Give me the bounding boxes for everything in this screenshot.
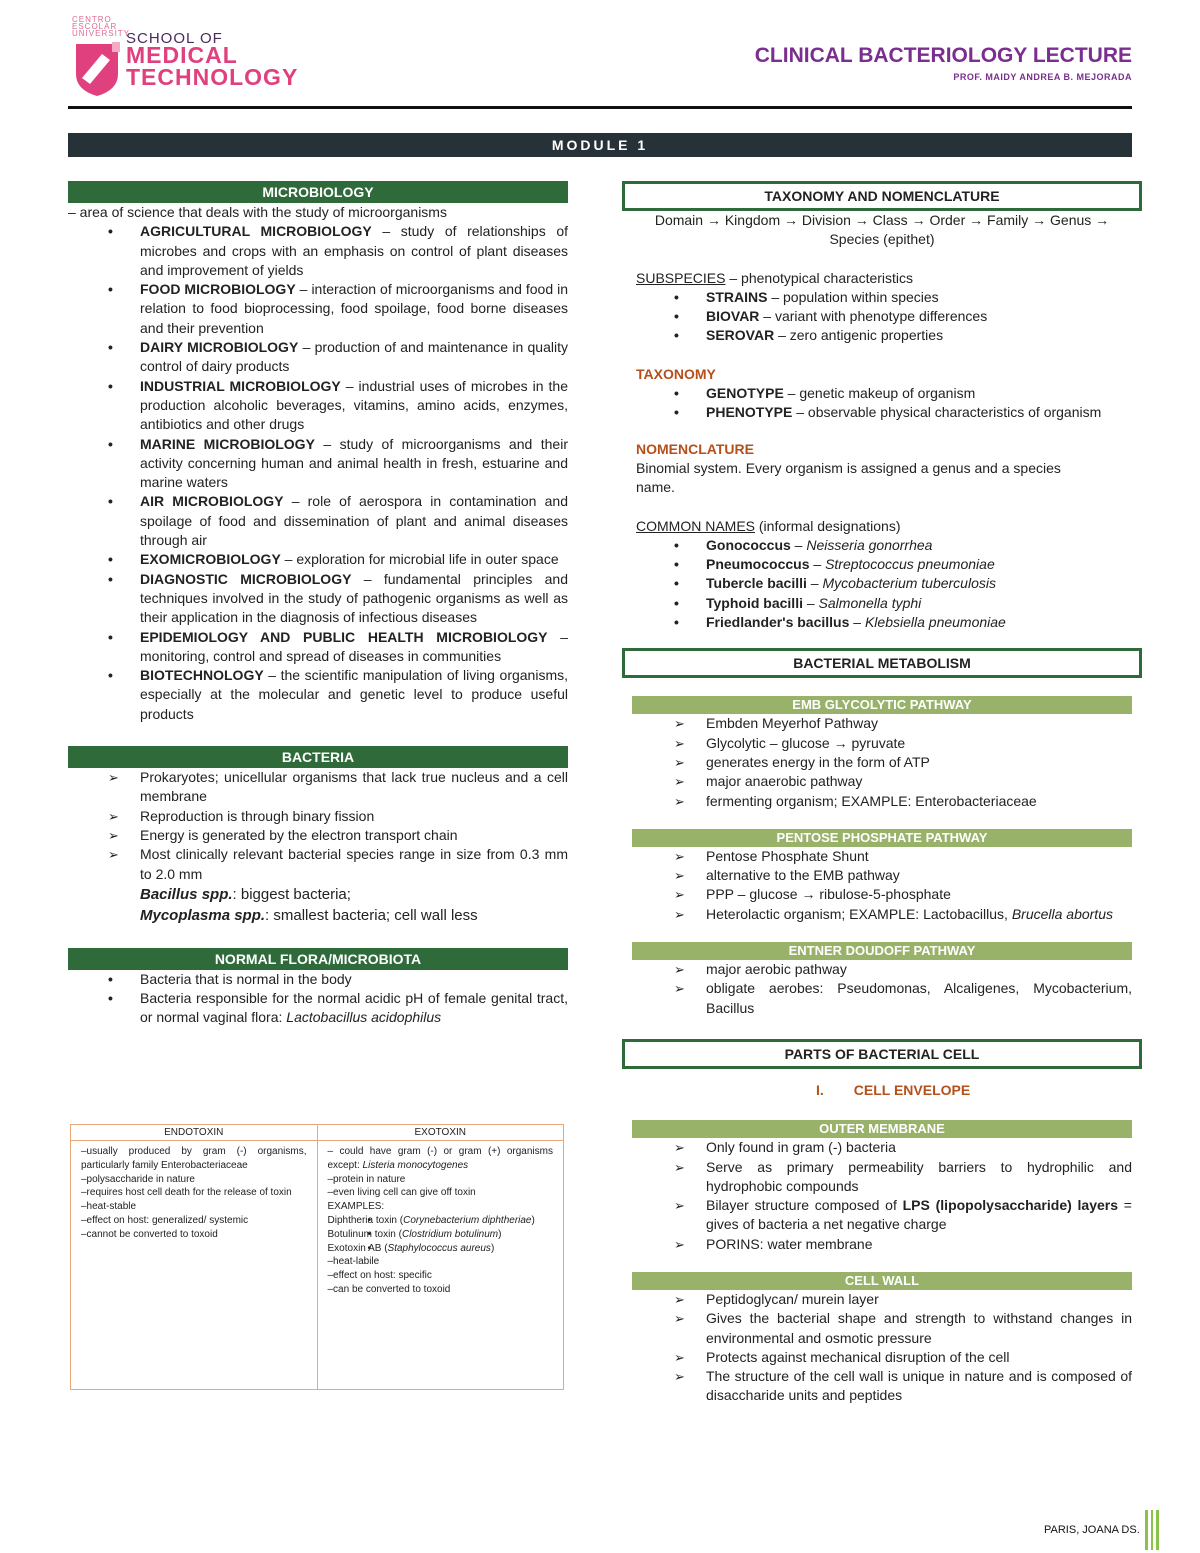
list-item: • EPIDEMIOLOGY AND PUBLIC HEALTH MICROBIOLOGY – monitoring, control and spread of diseases in communities: [68, 628, 568, 667]
cell-wall-list: [622, 1290, 1142, 1406]
list-item: • Tubercle bacilli – Mycobacterium tuberculosis: [622, 574, 1142, 593]
table-cell: –even living cell can give off toxin: [327, 1187, 476, 1199]
logo-school-text: SCHOOL OF: [126, 30, 223, 47]
microbiology-list: [68, 222, 568, 724]
table-cell: –usually produced by gram (-) organisms, particularly family Enterobacteriaceae: [81, 1146, 307, 1171]
cell-wall-heading: CELL WALL: [632, 1272, 1132, 1290]
list-item: ➢ fermenting organism; EXAMPLE: Enterobacteriaceae: [622, 792, 1142, 811]
logo-medical-text: MEDICAL: [126, 42, 238, 68]
list-item: ➢ Serve as primary permeability barriers to hydrophilic and hydrophobic compounds: [622, 1158, 1142, 1197]
table-cell: –requires host cell death for the release of toxin: [81, 1187, 292, 1199]
endotoxin-header: ENDOTOXIN: [71, 1125, 317, 1141]
list-item: • SEROVAR – zero antigenic properties: [622, 326, 1142, 345]
bacteria-list: [68, 768, 568, 884]
module-banner: MODULE 1: [68, 133, 1132, 157]
list-item: ➢ Bilayer structure composed of LPS (lipopolysaccharide) layers = gives of bacteria a net negative charge: [622, 1196, 1142, 1235]
shield-icon: [72, 40, 122, 98]
taxonomy-list: [622, 384, 1142, 423]
page-title: CLINICAL BACTERIOLOGY LECTURE: [754, 44, 1132, 67]
ed-pathway-heading: ENTNER DOUDOFF PATHWAY: [632, 942, 1132, 960]
list-item: • FOOD MICROBIOLOGY – interaction of microorganisms and food in relation to food bioprocessing, food spoilage, food borne diseases and their prevention: [68, 280, 568, 338]
list-item: ➢ PPP – glucose → ribulose-5-phosphate: [622, 885, 1142, 904]
list-item: • GENOTYPE – genetic makeup of organism: [622, 384, 1142, 403]
school-logo: [68, 14, 328, 100]
nomenclature-text: Binomial system. Every organism is assigned a genus and a species name.: [636, 459, 1061, 496]
list-item: • AIR MICROBIOLOGY – role of aerospora in contamination and spoilage of food and dissemination of plant and animal diseases through air: [68, 492, 568, 550]
list-item: ➢ Peptidoglycan/ murein layer: [622, 1290, 1142, 1309]
exotoxin-column: [317, 1125, 564, 1389]
list-item: • MARINE MICROBIOLOGY – study of microorganisms and their activity concerning human and animal health in fresh, estuarine and marine waters: [68, 435, 568, 493]
list-item: ➢ Only found in gram (-) bacteria: [622, 1138, 1142, 1157]
list-item: ➢ Heterolactic organism; EXAMPLE: Lactobacillus, Brucella abortus: [622, 905, 1142, 924]
list-item: • Bacteria responsible for the normal acidic pH of female genital tract, or normal vaginal flora: Lactobacillus acidophilus: [68, 989, 568, 1028]
list-item: ➢ major aerobic pathway: [622, 960, 1142, 979]
right-column: [622, 181, 1142, 1406]
ppp-pathway-list: [622, 847, 1142, 924]
biggest-bacteria: Bacillus spp.: biggest bacteria;: [140, 885, 351, 903]
bacterial-metabolism-heading: BACTERIAL METABOLISM: [622, 648, 1142, 678]
list-item: • EXOMICROBIOLOGY – exploration for microbial life in outer space: [68, 550, 568, 569]
list-item: • Botulinum toxin (Clostridium botulinum): [328, 1228, 554, 1242]
table-cell: EXAMPLES:: [327, 1201, 385, 1213]
list-item: ➢ Embden Meyerhof Pathway: [622, 714, 1142, 733]
list-item: ➢ The structure of the cell wall is unique in nature and is composed of disaccharide units and peptides: [622, 1367, 1142, 1406]
list-item: • INDUSTRIAL MICROBIOLOGY – industrial uses of microbes in the production alcoholic beverages, vitamins, amino acids, enzymes, antibiotics and other drugs: [68, 377, 568, 435]
list-item: ➢ Glycolytic – glucose → pyruvate: [622, 734, 1142, 753]
list-item: ➢ Pentose Phosphate Shunt: [622, 847, 1142, 866]
outer-membrane-list: [622, 1138, 1142, 1254]
nomenclature-heading: NOMENCLATURE: [636, 440, 754, 457]
list-item: • Bacteria that is normal in the body: [68, 970, 568, 989]
table-cell: –polysaccharide in nature: [81, 1173, 195, 1185]
common-names-list: [622, 536, 1142, 632]
ed-pathway-list: [622, 960, 1142, 1018]
cell-envelope-heading: I. CELL ENVELOPE: [816, 1081, 971, 1098]
common-names-line: COMMON NAMES (informal designations): [636, 517, 901, 534]
list-item: ➢ Gives the bacterial shape and strength to withstand changes in environmental and osmotic pressure: [622, 1309, 1142, 1348]
list-item: • BIOTECHNOLOGY – the scientific manipulation of living organisms, especially at the molecular and genetic level to produce useful products: [68, 666, 568, 724]
left-column: [68, 181, 568, 1028]
list-item: • AGRICULTURAL MICROBIOLOGY – study of relationships of microbes and crops with an emphasis on control of plant diseases and improvement of yields: [68, 222, 568, 280]
bacteria-heading: BACTERIA: [68, 746, 568, 768]
exotoxin-examples: [328, 1214, 554, 1255]
microbiology-heading: MICROBIOLOGY: [68, 181, 568, 203]
toxin-table: [70, 1124, 564, 1390]
subspecies-line: SUBSPECIES – phenotypical characteristics: [636, 269, 914, 286]
list-item: ➢ Prokaryotes; unicellular organisms that lack true nucleus and a cell membrane: [68, 768, 568, 807]
emb-pathway-heading: EMB GLYCOLYTIC PATHWAY: [632, 696, 1132, 714]
table-cell: – could have gram (-) or gram (+) organisms except: Listeria monocytogenes: [327, 1146, 553, 1171]
table-cell: –cannot be converted to toxoid: [81, 1228, 218, 1240]
list-item: ➢ major anaerobic pathway: [622, 772, 1142, 791]
smallest-bacteria: Mycoplasma spp.: smallest bacteria; cell wall less: [140, 906, 478, 924]
footer-decoration: [1145, 1510, 1159, 1550]
list-item: • Gonococcus – Neisseria gonorrhea: [622, 536, 1142, 555]
list-item: • Exotoxin AB (Staphylococcus aureus): [328, 1242, 554, 1256]
table-cell: –can be converted to toxoid: [327, 1283, 451, 1295]
professor-name: PROF. MAIDY ANDREA B. MEJORADA: [953, 72, 1132, 82]
bacteria-size-notes: [68, 884, 568, 926]
list-item: ➢ Protects against mechanical disruption of the cell: [622, 1348, 1142, 1367]
list-item: ➢ PORINS: water membrane: [622, 1235, 1142, 1254]
list-item: • DAIRY MICROBIOLOGY – production of and maintenance in quality control of dairy products: [68, 338, 568, 377]
list-item: • STRAINS – population within species: [622, 288, 1142, 307]
student-name: PARIS, JOANA DS.: [1044, 1524, 1140, 1536]
logo-university-text: CENTRO ESCOLAR UNIVERSITY: [72, 15, 131, 38]
page-header: [68, 14, 1132, 106]
list-item: • BIOVAR – variant with phenotype differences: [622, 307, 1142, 326]
list-item: ➢ obligate aerobes: Pseudomonas, Alcaligenes, Mycobacterium, Bacillus: [622, 979, 1142, 1018]
list-item: • PHENOTYPE – observable physical characteristics of organism: [622, 403, 1142, 422]
table-cell: –heat-stable: [81, 1201, 137, 1213]
taxonomic-hierarchy: Domain → Kingdom → Division → Class → Order → Family → Genus → Species (epithet): [654, 212, 1110, 248]
subspecies-list: [622, 288, 1142, 346]
table-cell: –effect on host: specific: [327, 1270, 432, 1282]
microbiology-intro: – area of science that deals with the study of microorganisms: [68, 204, 447, 220]
table-cell: –protein in nature: [327, 1173, 406, 1185]
logo-technology-text: TECHNOLOGY: [126, 64, 299, 90]
list-item: ➢ Reproduction is through binary fission: [68, 807, 568, 826]
list-item: • Pneumococcus – Streptococcus pneumoniae: [622, 555, 1142, 574]
list-item: • Typhoid bacilli – Salmonella typhi: [622, 594, 1142, 613]
outer-membrane-heading: OUTER MEMBRANE: [632, 1120, 1132, 1138]
list-item: ➢ alternative to the EMB pathway: [622, 866, 1142, 885]
list-item: • Diphtheria toxin (Corynebacterium diphtheriae): [328, 1214, 554, 1228]
exotoxin-header: EXOTOXIN: [318, 1125, 564, 1141]
normal-flora-heading: NORMAL FLORA/MICROBIOTA: [68, 948, 568, 970]
list-item: • Friedlander's bacillus – Klebsiella pneumoniae: [622, 613, 1142, 632]
table-cell: –effect on host: generalized/ systemic: [81, 1214, 249, 1226]
taxonomy-nomenclature-heading: TAXONOMY AND NOMENCLATURE: [622, 181, 1142, 211]
taxonomy-heading: TAXONOMY: [636, 365, 716, 382]
list-item: ➢ Energy is generated by the electron transport chain: [68, 826, 568, 845]
parts-of-bacterial-cell-heading: PARTS OF BACTERIAL CELL: [622, 1039, 1142, 1069]
header-divider: [68, 106, 1132, 109]
normal-flora-list: [68, 970, 568, 1028]
table-cell: –heat-labile: [327, 1256, 380, 1268]
list-item: • DIAGNOSTIC MICROBIOLOGY – fundamental principles and techniques involved in the study of pathogenic organisms as well as their application in the diagnosis of infectious diseases: [68, 570, 568, 628]
endotoxin-column: [71, 1125, 317, 1389]
list-item: ➢ generates energy in the form of ATP: [622, 753, 1142, 772]
ppp-pathway-heading: PENTOSE PHOSPHATE PATHWAY: [632, 829, 1132, 847]
emb-pathway-list: [622, 714, 1142, 810]
list-item: ➢ Most clinically relevant bacterial species range in size from 0.3 mm to 2.0 mm: [68, 845, 568, 884]
